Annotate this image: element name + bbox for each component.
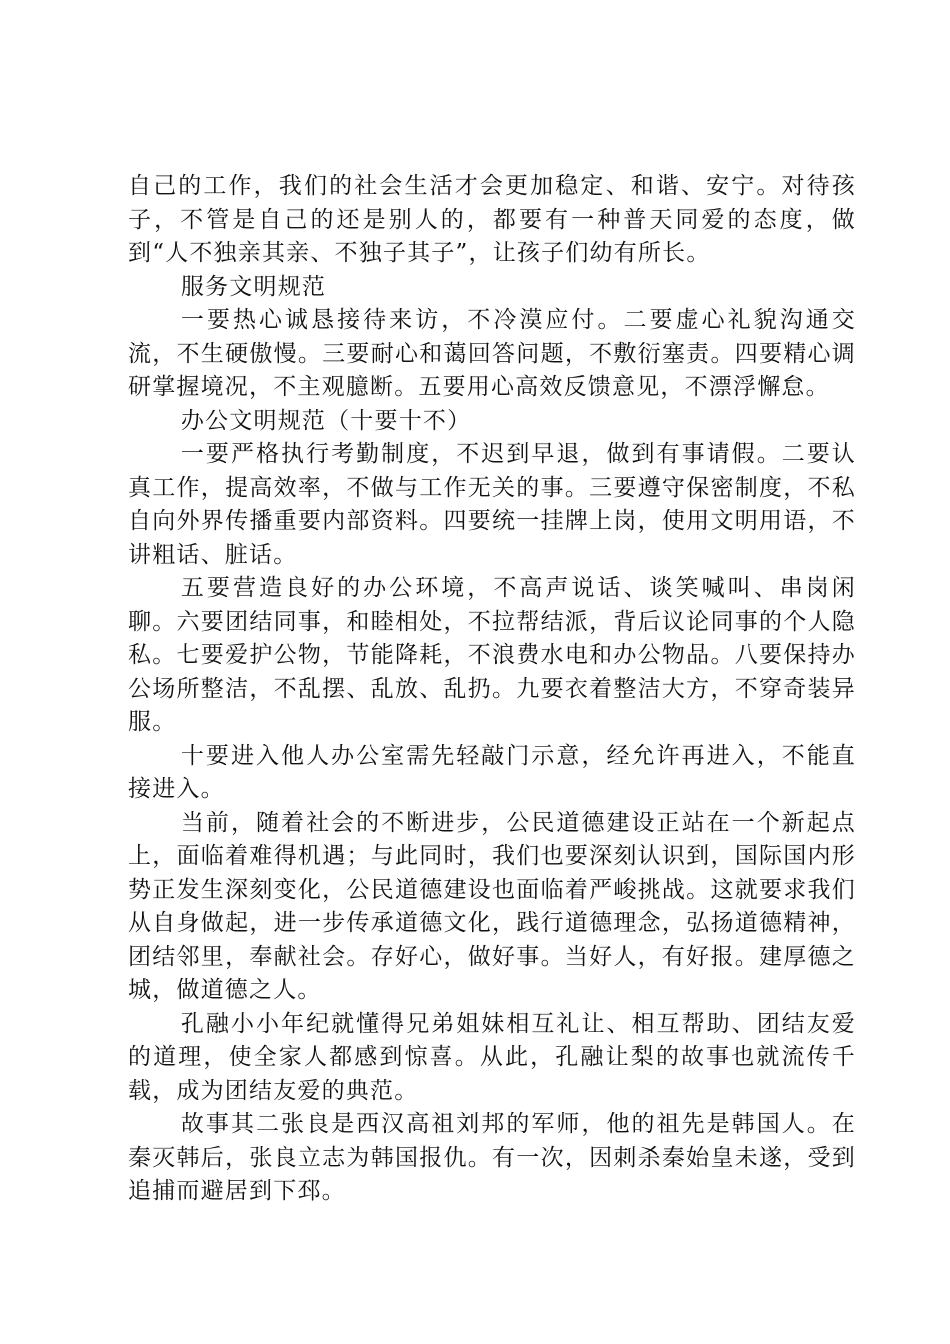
paragraph-zhang-liang: 故事其二张良是西汉高祖刘邦的军师，他的祖先是韩国人。在秦灭韩后，张良立志为韩国报仇。有一次，因刺杀秦始皇未遂，受到追捕而避居到下邳。 <box>128 1111 856 1204</box>
paragraph-continuation: 自己的工作，我们的社会生活才会更加稳定、和谐、安宁。对待孩子，不管是自己的还是别人的，都要有一种普天同爱的态度，做到“人不独亲其亲、不独子其子”，让孩子们幼有所长。 <box>128 173 856 266</box>
paragraph-moral-construction: 当前，随着社会的不断进步，公民道德建设正站在一个新起点上，面临着难得机遇；与此同时，我们也要深刻认识到，国际国内形势正发生深刻变化，公民道德建设也面临着严峻挑战。这就要求我们从自身做起，进一步传承道德文化，践行道德理念，弘扬道德精神，团结邻里，奉献社会。存好心，做好事。当好人，有好报。建厚德之城，做道德之人。 <box>128 809 856 1003</box>
paragraph-office-rules-3: 十要进入他人办公室需先轻敲门示意，经允许再进入，不能直接进入。 <box>128 742 856 802</box>
section-heading-office: 办公文明规范（十要十不） <box>180 407 472 434</box>
paragraph-kong-rong: 孔融小小年纪就懂得兄弟姐妹相互礼让、相互帮助、团结友爱的道理，使全家人都感到惊喜。从此，孔融让梨的故事也就流传千载，成为团结友爱的典范。 <box>128 1010 856 1104</box>
paragraph-office-rules-1: 一要严格执行考勤制度，不迟到早退，做到有事请假。二要认真工作，提高效率，不做与工作无关的事。三要遵守保密制度，不私自向外界传播重要内部资料。四要统一挂牌上岗，使用文明用语，不讲粗话、脏话。 <box>128 441 856 568</box>
document-body <box>128 170 856 1209</box>
paragraph-office-rules-2: 五要营造良好的办公环境，不高声说话、谈笑喊叫、串岗闲聊。六要团结同事，和睦相处，不拉帮结派，背后议论同事的个人隐私。七要爱护公物，节能降耗，不浪费水电和办公物品。八要保持办公场所整洁，不乱摆、乱放、乱扔。九要衣着整洁大方，不穿奇装异服。 <box>128 575 856 735</box>
paragraph-service-rules: 一要热心诚恳接待来访，不冷漠应付。二要虚心礼貌沟通交流，不生硬傲慢。三要耐心和蔼回答问题，不敷衍塞责。四要精心调研掌握境况，不主观臆断。五要用心高效反馈意见，不漂浮懈怠。 <box>128 307 856 400</box>
section-heading-service: 服务文明规范 <box>180 273 327 300</box>
